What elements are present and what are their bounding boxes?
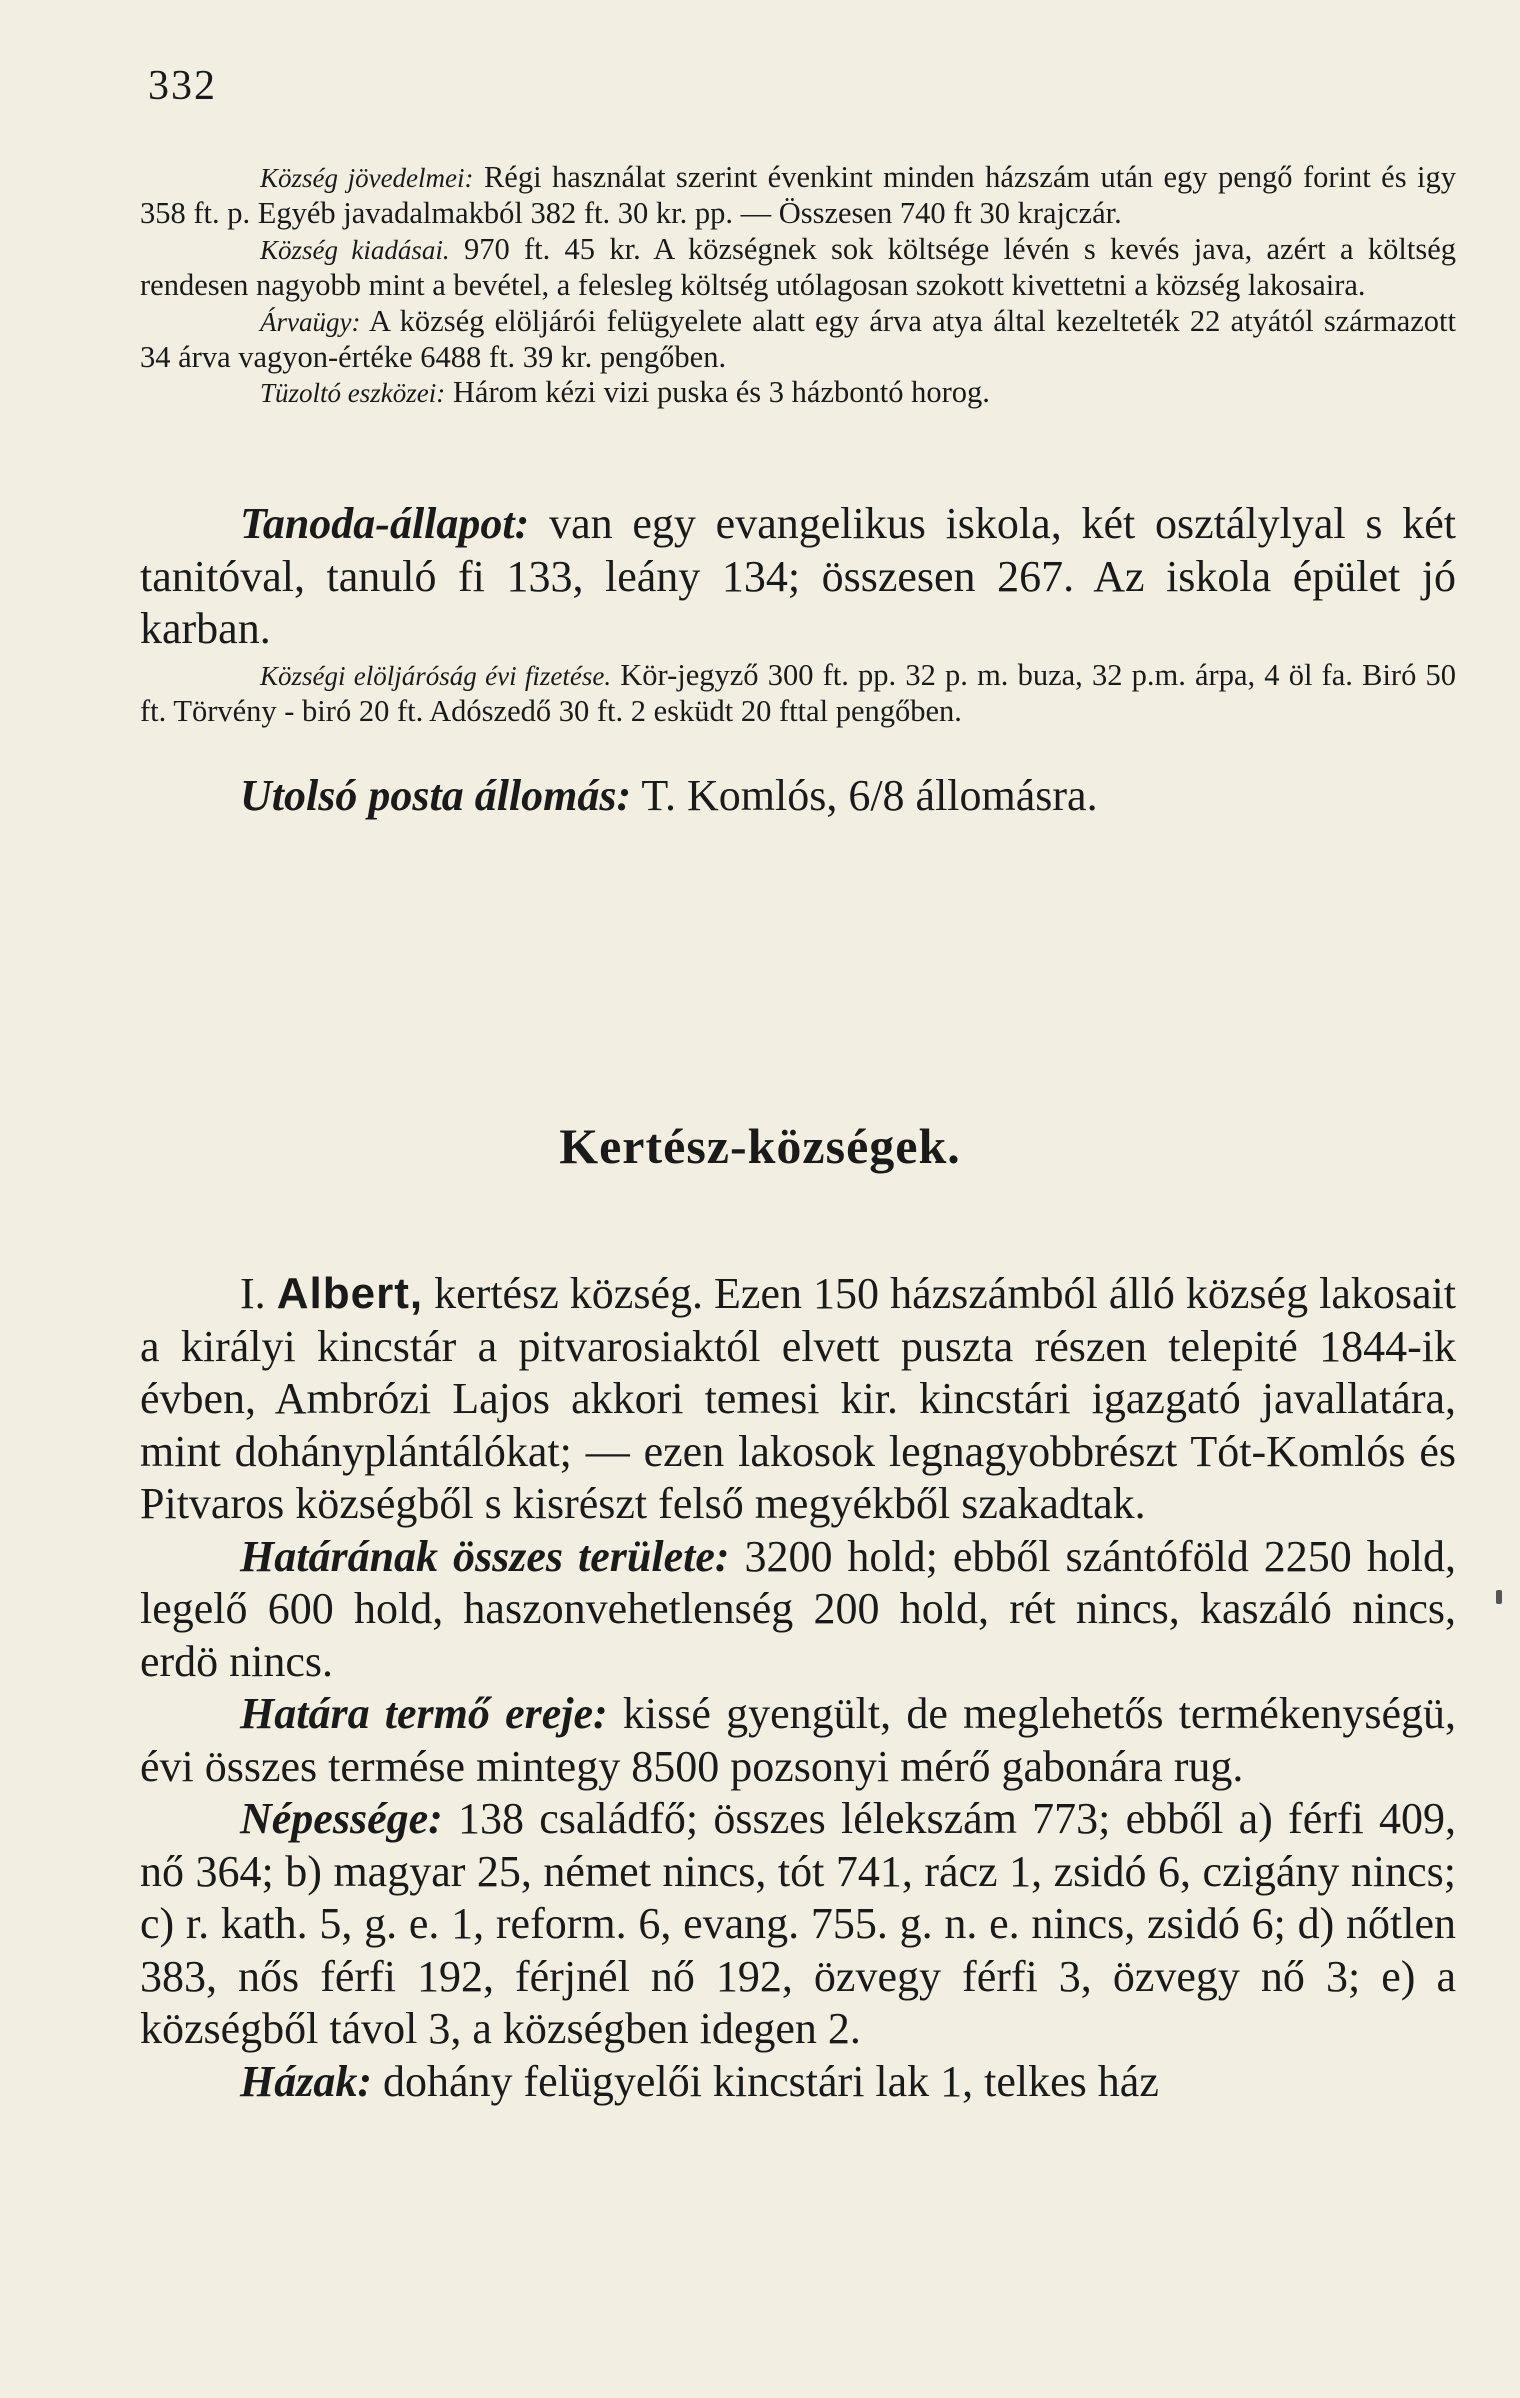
termo-ereje-body: kissé gyengült, de meglehetős termékenységü, évi összes termése mintegy 8500 pozsonyi mérő gabonára rug.	[140, 1689, 1457, 1791]
kozseg-jovedelmei-body: Régi használat szerint évenkint minden házszám után egy pengő forint és igy 358 ft. p. Egyéb javadalmakból 382 ft. 30 kr. pp. — Összesen 740 ft 30 krajczár.	[140, 160, 1456, 231]
albert-number: I.	[240, 1269, 266, 1318]
arvaugy-paragraph	[140, 304, 1456, 376]
hazak-lead: Házak:	[240, 2056, 372, 2106]
small-print-block	[140, 160, 1456, 412]
termo-ereje-paragraph	[140, 1688, 1456, 1793]
tuzolto-paragraph	[140, 375, 1456, 411]
nepessege-body: 138 családfő; összes lélekszám 773; ebből a) férfi 409, nő 364; b) magyar 25, német nincs, tót 741, rácz 1, zsidó 6, czigány nincs; c) r. kath. 5, g. e. 1, reform. 6, evang. 755. g. n. e. nincs, zsidó 6; d) nőtlen 383, nős férfi 192, férjnél nő 192, özvegy férfi 3, özvegy nő 3; e) a községből távol 3, a községben idegen 2.	[140, 1794, 1456, 2053]
arvaugy-body: A község elöljárói felügyelete alatt egy árva atya által kezelteték 22 atyától származott 34 árva vagyon-értéke 6488 ft. 39 kr. pengőben.	[140, 303, 1456, 375]
elojarosag-block	[140, 658, 1456, 730]
kozseg-kiadasai-body: 970 ft. 45 kr. A községnek sok költsége lévén s kevés java, azért a költség rendesen nagyobb mint a bevétel, a felesleg költség utólagosan szokott kivettetni a község lakosaira.	[140, 231, 1456, 303]
tanoda-lead: Tanoda-állapot:	[240, 499, 530, 548]
albert-paragraph	[140, 1268, 1456, 1531]
utolso-posta-body: T. Komlós, 6/8 állomásra.	[631, 771, 1098, 820]
utolso-posta-block	[140, 770, 1456, 823]
elojarosag-body: Kör-jegyző 300 ft. pp. 32 p. m. buza, 32 p.m. árpa, 4 öl fa. Biró 50 ft. Törvény - biró 20 ft. Adószedő 30 ft. 2 esküdt 20 fttal pengőben.	[140, 658, 1456, 729]
hatar-terulete-body: 3200 hold; ebből szántóföld 2250 hold, legelő 600 hold, haszonvehetlenség 200 hold, rét nincs, kaszáló nincs, erdö nincs.	[140, 1531, 1456, 1686]
section-heading: Kertész-községek.	[559, 1118, 961, 1174]
hatar-terulete-lead: Határának összes területe:	[240, 1531, 730, 1581]
albert-block	[140, 1268, 1456, 2108]
arvaugy-lead: Árvaügy:	[260, 306, 361, 337]
tuzolto-body: Három kézi vizi puska és 3 házbontó horog.	[445, 375, 990, 410]
hazak-body: dohány felügyelői kincstári lak 1, telkes ház	[372, 2056, 1159, 2106]
tanoda-block	[140, 498, 1456, 656]
tuzolto-lead: Tüzoltó eszközei:	[260, 378, 446, 409]
elojarosag-paragraph	[140, 658, 1456, 730]
ink-speck	[1496, 1590, 1502, 1604]
page-number: 332	[148, 63, 217, 109]
hazak-paragraph	[140, 2056, 1456, 2109]
kozseg-jovedelmei-lead: Község jövedelmei:	[260, 163, 474, 193]
hatar-terulete-paragraph	[140, 1531, 1456, 1689]
albert-body: kertész község. Ezen 150 házszámból álló község lakosait a királyi kincstár a pitvarosiaktól elvett puszta részen telepité 1844-ik évben, Ambrózi Lajos akkori temesi kir. kincstári igazgató javallatára, mint dohányplántálókat; — ezen lakosok legnagyobbrészt Tót-Komlós és Pitvaros községből s kisrészt felső megyékből szakadtak.	[140, 1269, 1456, 1528]
nepessege-paragraph	[140, 1793, 1456, 2056]
kozseg-kiadasai-paragraph	[140, 232, 1456, 304]
nepessege-lead: Népessége:	[240, 1794, 443, 1843]
kozseg-jovedelmei-paragraph	[140, 160, 1456, 232]
utolso-posta-lead: Utolsó posta állomás:	[240, 771, 632, 820]
albert-name: Albert,	[276, 1269, 424, 1318]
utolso-posta-paragraph	[140, 770, 1456, 823]
kozseg-kiadasai-lead: Község kiadásai.	[260, 234, 450, 265]
termo-ereje-lead: Határa termő ereje:	[240, 1689, 608, 1738]
tanoda-paragraph	[140, 498, 1456, 656]
tanoda-body: van egy evangelikus iskola, két osztálylyal s két tanitóval, tanuló fi 133, leány 134; összesen 267. Az iskola épület jó karban.	[140, 499, 1456, 653]
elojarosag-lead: Községi elöljáróság évi fizetése.	[260, 661, 612, 691]
